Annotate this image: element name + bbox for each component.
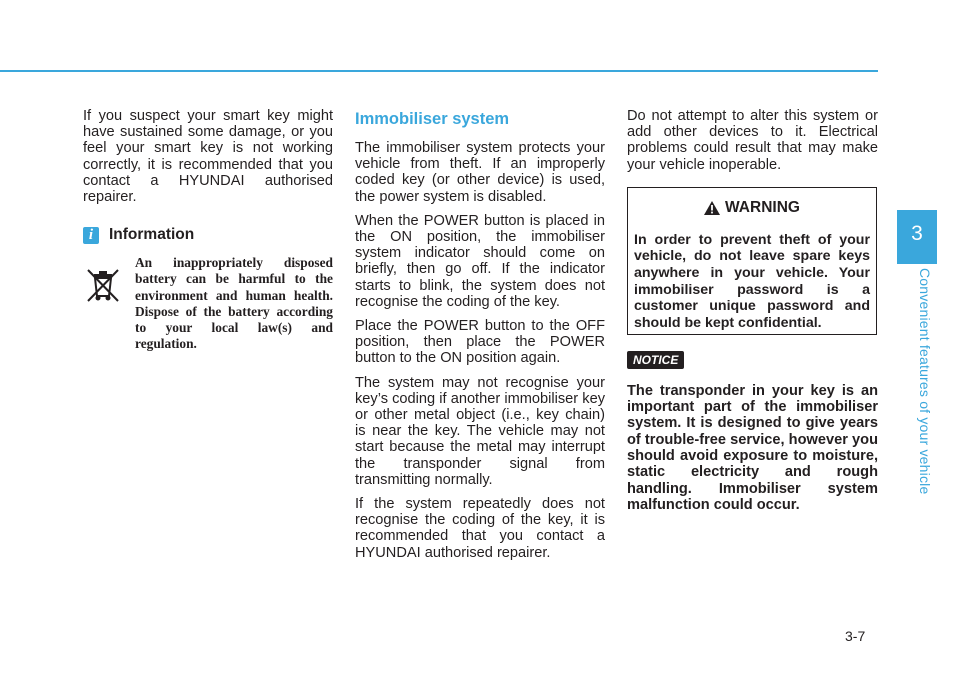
column-middle: [355, 110, 605, 569]
notice-text: The transponder in your key is an important part of the immobiliser system. It is designed to give years of trouble-free service, however you should avoid exposure to moisture, static electricity and rough handling. Immobiliser system malfunction could occur.: [627, 382, 878, 513]
body-paragraph: Do not attempt to alter this system or add other devices to it. Electrical problems could result that may make your vehicle inoperable.: [627, 108, 878, 173]
warning-text: In order to prevent theft of your vehicle, do not leave spare keys anywhere in your vehicle. Your immobiliser password is a customer unique password and should be kept confidential.: [634, 231, 870, 331]
body-paragraph: Place the POWER button to the OFF position, then place the POWER button to the ON position again.: [355, 318, 605, 367]
info-icon: i: [83, 227, 99, 244]
warning-heading: [628, 192, 876, 224]
information-text: An inappropriately disposed battery can be harmful to the environment and human health. Dispose of the battery according to your local law(s) and regulation.: [135, 255, 333, 352]
information-body: [83, 255, 333, 352]
chapter-number: 3: [911, 222, 923, 245]
chapter-side-label: Convenient features of your vehicle: [917, 268, 933, 495]
chapter-tab: [897, 210, 937, 264]
crossed-out-wheelie-bin-icon: [83, 265, 123, 305]
body-paragraph: The system may not recognise your key’s coding if another immobiliser key or other metal object (i.e., key chain) is near the key. The vehicle may not start because the metal may interrupt the transponder signal from transmitting normally.: [355, 374, 605, 488]
column-right: [627, 108, 878, 513]
header-rule: [0, 70, 878, 72]
column-left: [83, 108, 333, 352]
body-paragraph: If the system repeatedly does not recognise the coding of the key, it is recommended that you contact a HYUNDAI authorised repairer.: [355, 496, 605, 561]
body-paragraph: When the POWER button is placed in the ON position, the immobiliser system indicator should come on briefly, then go off. If the indicator starts to blink, the system does not recognise the coding of the key.: [355, 212, 605, 310]
page-number: 3-7: [845, 628, 866, 644]
body-paragraph: The immobiliser system protects your vehicle from theft. If an improperly coded key (or other device) is used, the power system is disabled.: [355, 140, 605, 205]
body-paragraph: If you suspect your smart key might have sustained some damage, or you feel your smart key is not working correctly, it is recommended that you contact a HYUNDAI authorised repairer.: [83, 108, 333, 206]
warning-title: WARNING: [725, 198, 800, 216]
warning-box: [627, 187, 877, 335]
information-heading: [83, 225, 333, 245]
notice-badge: NOTICE: [627, 351, 684, 369]
warning-triangle-icon: [704, 201, 720, 215]
section-title: Immobiliser system: [355, 110, 510, 128]
information-title: Information: [109, 226, 195, 244]
